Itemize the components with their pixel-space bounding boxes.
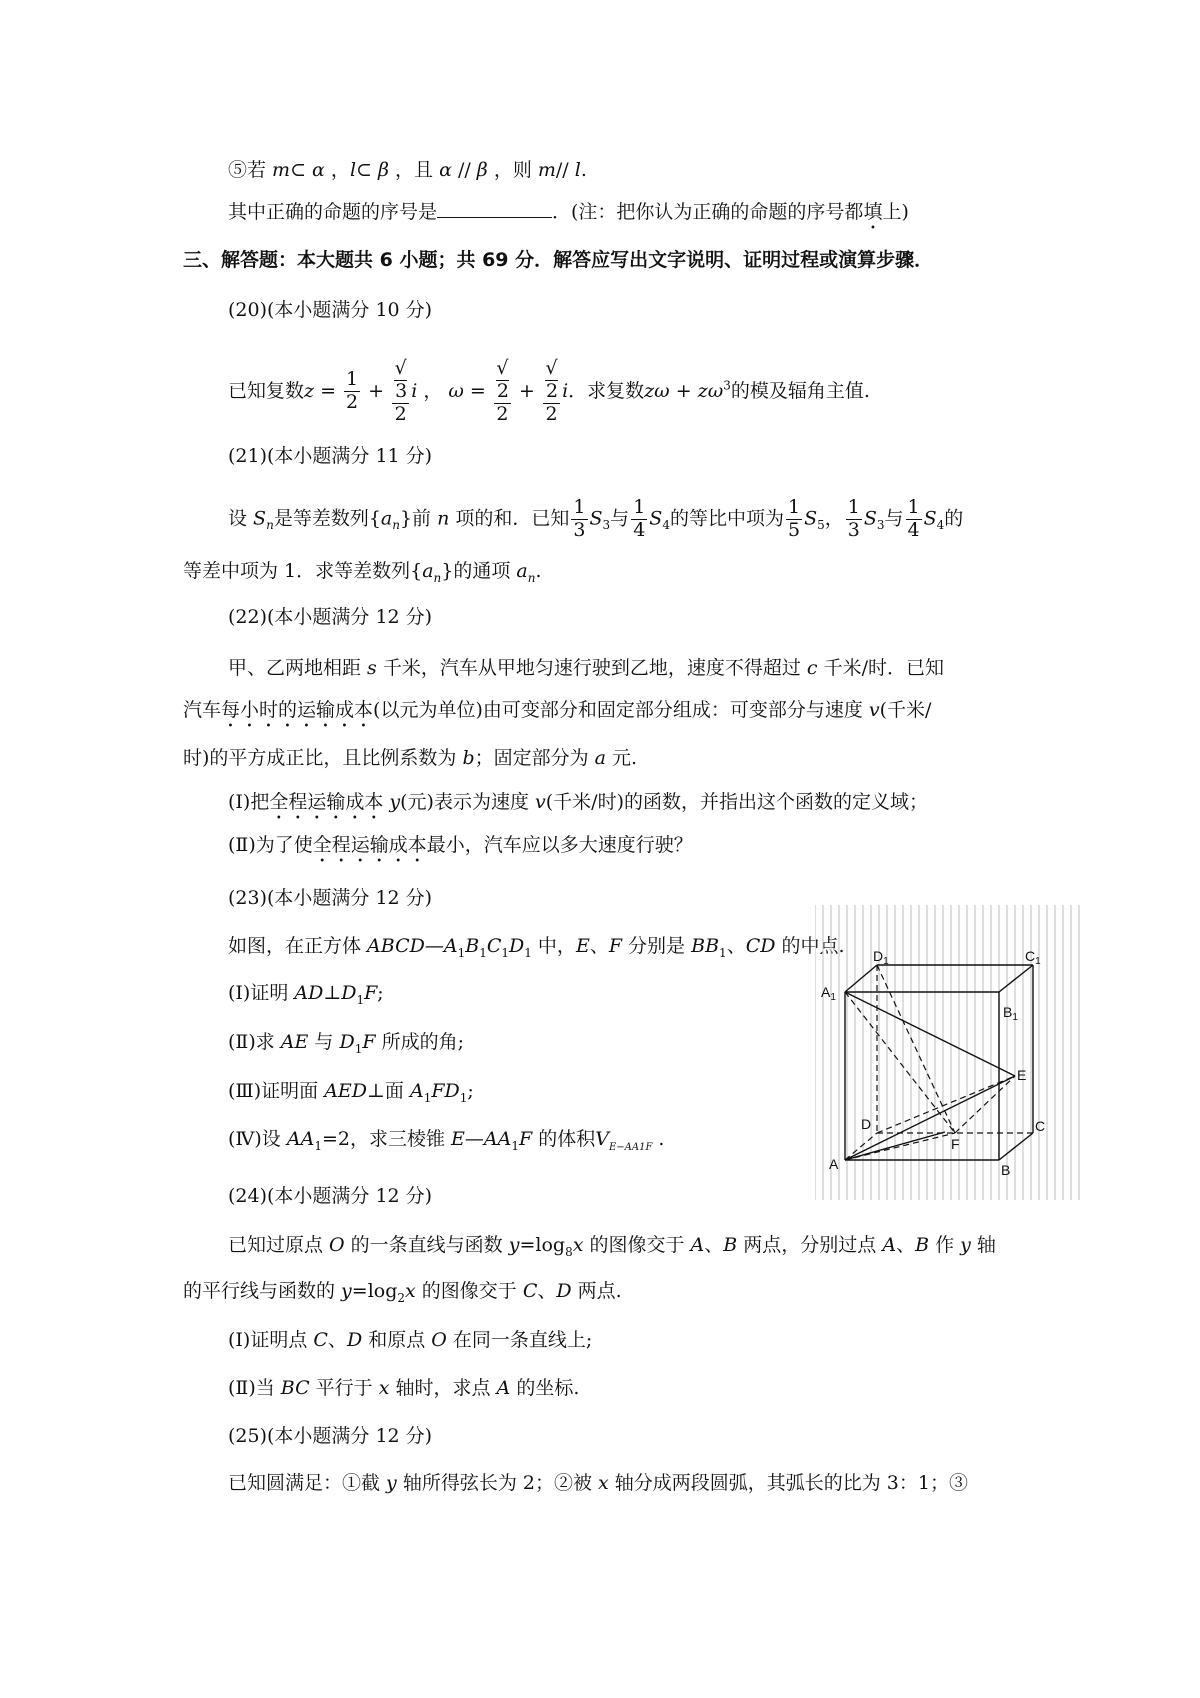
problem-23-part4: (Ⅳ)设 $AA_1=2$，求三棱锥 $E—AA_1F$ 的体积$V_{E-AA1F}$ . <box>228 1128 665 1153</box>
problem-20-text: 已知复数z = $\frac{1}{2}$ + √ 3 2 i ， ω = √ 2 2 + √ 2 2 i．求复数$z\omega + z\omega^3$的模及辐角主值. <box>228 357 870 425</box>
problem-23-part1: (Ⅰ)证明 $AD\perp D_1F$; <box>228 982 384 1007</box>
label-B1: $B_1$ <box>1003 1004 1018 1023</box>
problem-22-line1: 甲、乙两地相距 s 千米，汽车从甲地匀速行驶到乙地，速度不得超过 c 千米/时．已知 <box>228 657 945 679</box>
answer-blank[interactable] <box>437 203 552 218</box>
problem-24-part1: (Ⅰ)证明点 C、D 和原点 O 在同一条直线上; <box>228 1329 593 1351</box>
problem-25-line1: 已知圆满足：①截 y 轴所得弦长为 2；②被 x 轴分成两段圆弧，其弧长的比为 3：1；③ <box>228 1472 968 1494</box>
problem-20-heading: (20)(本小题满分 10 分) <box>228 299 433 321</box>
label-A1: $A_1$ <box>821 984 836 1003</box>
problem-22-part1: (Ⅰ)把全程运输成本 y(元)表示为速度 v(千米/时)的函数，并指出这个函数的定义域； <box>228 791 928 813</box>
cube-figure <box>815 905 1080 1200</box>
label-D1: $D_1$ <box>873 948 889 967</box>
problem-23-line1: 如图，在正方体 $ABCD—A_1B_1C_1D_1$ 中，E、F 分别是 $BB_1$、CD 的中点. <box>228 935 845 960</box>
problem-23-part2: (Ⅱ)求 AE 与 $D_1F$ 所成的角; <box>228 1031 464 1056</box>
problem-22-line2: 汽车每小时的运输成本(以元为单位)由可变部分和固定部分组成：可变部分与速度 v(千米/ <box>183 699 932 721</box>
section-3-heading: 三、解答题：本大题共 6 小题；共 69 分．解答应写出文字说明、证明过程或演算步骤． <box>183 249 934 271</box>
problem-23-heading: (23)(本小题满分 12 分) <box>228 887 433 909</box>
cube-edges <box>845 965 1033 1160</box>
hidden-edges <box>845 965 1033 1160</box>
problem-24-heading: (24)(本小题满分 12 分) <box>228 1185 433 1207</box>
label-F: F <box>951 1136 960 1152</box>
label-C: C <box>1035 1118 1046 1134</box>
problem-24-line1: 已知过原点 O 的一条直线与函数 $y=\log_8x$ 的图像交于 A、B 两点，分别过点 A、B 作 y 轴 <box>228 1234 996 1259</box>
answer-prompt: 其中正确的命题的序号是 ．(注：把你认为正确的命题的序号都填上) <box>228 201 909 223</box>
proposition-5: ⑤若 m⊂ α ，l⊂ β ，且 α // β ，则 m// l. <box>228 159 587 181</box>
problem-21-line1: 设 $S_n$是等差数列$\{a_n\}$前 n 项的和．已知 $\frac{1}{3}$ $S_3$与 $\frac{1}{4}$ $S_4$的等比中项为 $\frac{1}{5}$ $S_5$， $\frac{1}{3}$ $S_3$与 $\frac{1}{4}$ $S_4$的 <box>228 496 964 541</box>
label-B: B <box>1001 1162 1011 1178</box>
problem-21-line2: 等差中项为 1．求等差数列$\{a_n\}$的通项 $a_n$. <box>183 560 542 585</box>
problem-22-line3: 时)的平方成正比，且比例系数为 b；固定部分为 a 元. <box>183 747 638 769</box>
label-A: A <box>829 1156 839 1172</box>
label-E: E <box>1017 1067 1027 1083</box>
problem-22-heading: (22)(本小题满分 12 分) <box>228 606 433 628</box>
label-D: D <box>861 1116 872 1132</box>
problem-24-part2: (Ⅱ)当 BC 平行于 x 轴时，求点 A 的坐标. <box>228 1377 580 1399</box>
problem-25-heading: (25)(本小题满分 12 分) <box>228 1425 433 1447</box>
problem-23-part3: (Ⅲ)证明面 AED⊥面 $A_1FD_1$; <box>228 1080 474 1105</box>
label-C1: $C_1$ <box>1025 948 1041 967</box>
problem-21-heading: (21)(本小题满分 11 分) <box>228 445 433 467</box>
problem-24-line2: 的平行线与函数的 $y=\log_2x$ 的图像交于 C、D 两点. <box>183 1280 622 1305</box>
problem-22-part2: (Ⅱ)为了使全程运输成本最小，汽车应以多大速度行驶？ <box>228 834 693 856</box>
